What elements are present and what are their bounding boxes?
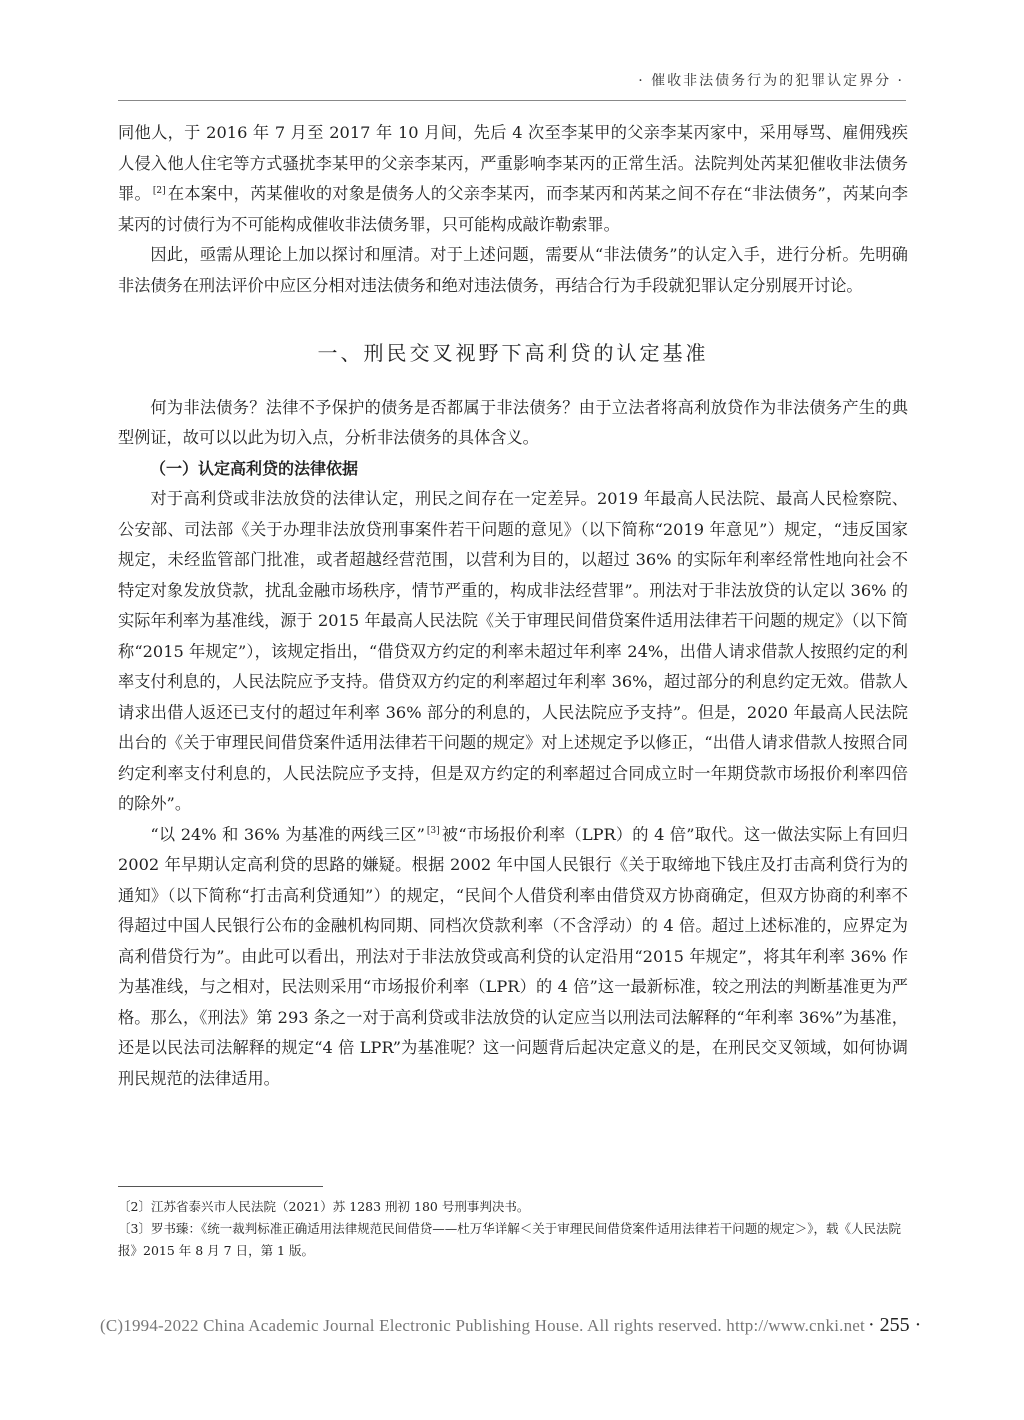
footnote-item: 〔2〕江苏省泰兴市人民法院（2021）苏 1283 刑初 180 号刑事判决书。 xyxy=(118,1199,530,1214)
article-body xyxy=(118,118,908,1094)
footnote-divider xyxy=(118,1186,323,1187)
subsection-heading: （一）认定高利贷的法律依据 xyxy=(150,458,359,478)
section-heading: 一、刑民交叉视野下高利贷的认定基准 xyxy=(317,341,709,365)
paragraph-text: “以 24% 和 36% 为基准的两线三区” xyxy=(150,824,425,844)
page-number: · 255 · xyxy=(868,1314,922,1336)
footnote-ref-3[interactable]: [3] xyxy=(426,826,440,837)
footnote-ref-2[interactable]: [2] xyxy=(152,185,166,196)
paragraph: 因此，亟需从理论上加以探讨和厘清。对于上述问题，需要从“非法债务”的认定入手，进行分析。先明确非法债务在刑法评价中应区分相对违法债务和绝对违法债务，再结合行为手段就犯罪认定分别展开讨论。 xyxy=(118,245,908,295)
paragraph-text: 被“市场报价利率（LPR）的 4 倍”取代。这一做法实际上有回归 2002 年早期认定高利贷的思路的嫌疑。根据 2002 年中国人民银行《关于取缔地下钱庄及打击高利贷行为的通知》（以下简称“打击高利贷通知”）的规定，“民间个人借贷利率由借贷双方协商确定，但双方协商的利率不得超过中国人民银行公布的金融机构同期、同档次贷款利率（不含浮动）的 4 倍。超过上述标准的，应界定为高利借贷行为”。由此可以看出，刑法对于非法放贷或高利贷的认定沿用“2015 年规定”，将其年利率 36% 作为基准线，与之相对，民法则采用“市场报价利率（LPR）的 4 倍”这一最新标准，较之刑法的判断基准更为严格。那么，《刑法》第 293 条之一对于高利贷或非法放贷的认定应当以刑法司法解释的“年利率 36%”为基准，还是以民法司法解释的规定“4 倍 LPR”为基准呢？这一问题背后起决定意义的是，在刑民交叉领域，如何协调刑民规范的法律适用。 xyxy=(118,824,909,1088)
footnotes xyxy=(118,1196,908,1262)
paragraph xyxy=(118,118,908,240)
running-header: · 催收非法债务行为的犯罪认定界分 · xyxy=(638,73,904,89)
paragraph: 何为非法债务？法律不予保护的债务是否都属于非法债务？由于立法者将高利放贷作为非法债务产生的典型例证，故可以以此为切入点，分析非法债务的具体含义。 xyxy=(118,397,908,447)
paragraph-text: 同他人，于 2016 年 7 月至 2017 年 10 月间，先后 4 次至李某甲的父亲李某丙家中，采用辱骂、雇佣残疾人侵入他人住宅等方式骚扰李某甲的父亲李某丙，严重影响李某丙的正常生活。法院判处芮某犯催收非法债务罪。 xyxy=(118,123,908,203)
paragraph xyxy=(118,820,908,1095)
header-divider xyxy=(118,100,906,101)
footnote-item: 〔3〕罗书臻：《统一裁判标准正确适用法律规范民间借贷——杜万华详解＜关于审理民间借贷案件适用法律若干问题的规定＞》，载《人民法院报》2015 年 8 月 7 日，第 1 版。 xyxy=(118,1221,901,1258)
copyright-notice: (C)1994-2022 China Academic Journal Electronic Publishing House. All rights reserved. http://www.cnki.net xyxy=(100,1316,865,1335)
paragraph-text: 在本案中，芮某催收的对象是债务人的父亲李某丙，而李某丙和芮某之间不存在“非法债务”，芮某向李某丙的讨债行为不可能构成催收非法债务罪，只可能构成敲诈勒索罪。 xyxy=(118,184,908,234)
paragraph: 对于高利贷或非法放贷的法律认定，刑民之间存在一定差异。2019 年最高人民法院、最高人民检察院、公安部、司法部《关于办理非法放贷刑事案件若干问题的意见》（以下简称“2019 年意见”）规定，“违反国家规定，未经监管部门批准，或者超越经营范围，以营利为目的，以超过 36% 的实际年利率经常性地向社会不特定对象发放贷款，扰乱金融市场秩序，情节严重的，构成非法经营罪”。刑法对于非法放贷的认定以 36% 的实际年利率为基准线，源于 2015 年最高人民法院《关于审理民间借贷案件适用法律若干问题的规定》（以下简称“2015 年规定”），该规定指出，“借贷双方约定的利率未超过年利率 24%，出借人请求借款人按照约定的利率支付利息的，人民法院应予支持。借贷双方约定的利率超过年利率 36%，超过部分的利息约定无效。借款人请求出借人返还已支付的超过年利率 36% 部分的利息的，人民法院应予支持”。但是，2020 年最高人民法院出台的《关于审理民间借贷案件适用法律若干问题的规定》对上述规定予以修正，“出借人请求借款人按照合同约定利率支付利息的，人民法院应予支持，但是双方约定的利率超过合同成立时一年期贷款市场报价利率四倍的除外”。 xyxy=(118,489,908,813)
